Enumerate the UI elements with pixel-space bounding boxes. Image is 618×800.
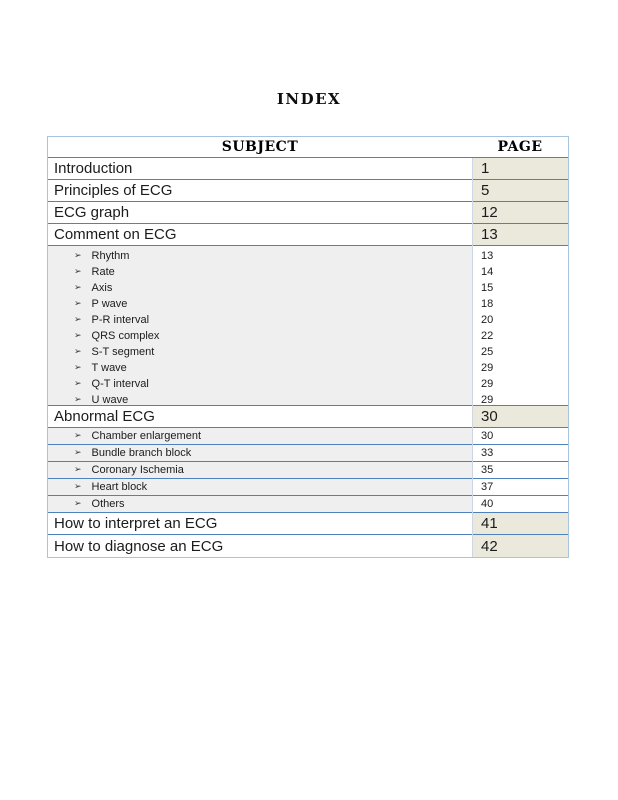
subject-cell xyxy=(48,428,472,444)
index-table xyxy=(47,136,569,558)
arrow-bullet-icon: ➢ xyxy=(74,447,82,458)
sub-item-row xyxy=(48,264,472,280)
subject-cell: How to diagnose an ECG xyxy=(54,537,224,555)
arrow-bullet-icon: ➢ xyxy=(74,282,82,293)
arrow-bullet-icon: ➢ xyxy=(74,314,82,325)
sub-item-page: 29 xyxy=(481,362,494,374)
arrow-bullet-icon: ➢ xyxy=(74,266,82,277)
arrow-bullet-icon: ➢ xyxy=(74,346,82,357)
subject-cell: Comment on ECG xyxy=(54,226,177,243)
subject-column-header: SUBJECT xyxy=(221,139,299,155)
page-cell: 30 xyxy=(472,406,568,427)
table-row xyxy=(48,224,568,246)
arrow-bullet-icon: ➢ xyxy=(74,430,82,441)
arrow-bullet-icon: ➢ xyxy=(74,378,82,389)
sub-item-page: 14 xyxy=(481,266,494,278)
sub-items-page-block xyxy=(472,246,568,405)
sub-item-row xyxy=(48,376,472,392)
sub-item-page: 20 xyxy=(481,314,494,326)
sub-item-label: P-R interval xyxy=(91,314,150,326)
page-title: INDEX xyxy=(276,90,342,108)
sub-item-page: 29 xyxy=(481,378,494,390)
sub-item-label: Heart block xyxy=(91,481,148,493)
arrow-bullet-icon: ➢ xyxy=(74,362,82,373)
sub-item-row xyxy=(48,344,472,360)
page-cell: 40 xyxy=(472,496,568,512)
sub-item-label: Q-T interval xyxy=(91,378,149,390)
sub-item-label: Rhythm xyxy=(91,250,130,262)
arrow-bullet-icon: ➢ xyxy=(74,498,82,509)
sub-item-row xyxy=(48,248,472,264)
sub-item-label: S-T segment xyxy=(91,346,155,358)
sub-item-row xyxy=(48,312,472,328)
table-row xyxy=(48,513,568,535)
page-cell: 1 xyxy=(472,158,568,179)
table-row xyxy=(48,462,568,479)
sub-item-label: T wave xyxy=(91,362,127,374)
sub-item-label: Axis xyxy=(91,282,113,294)
arrow-bullet-icon: ➢ xyxy=(74,298,82,309)
page-cell: 42 xyxy=(472,535,568,557)
sub-item-label: Bundle branch block xyxy=(91,447,192,459)
arrow-bullet-icon: ➢ xyxy=(74,481,82,492)
table-body xyxy=(48,158,568,557)
sub-item-page: 22 xyxy=(481,330,494,342)
subject-cell xyxy=(48,479,472,495)
sub-item-page: 13 xyxy=(481,250,494,262)
sub-item-row xyxy=(48,296,472,312)
sub-item-page: 18 xyxy=(481,298,494,310)
table-row xyxy=(48,445,568,462)
page-cell: 13 xyxy=(472,224,568,245)
page-cell: 37 xyxy=(472,479,568,495)
table-row xyxy=(48,496,568,513)
arrow-bullet-icon: ➢ xyxy=(74,330,82,341)
sub-item-row xyxy=(48,280,472,296)
table-row xyxy=(48,202,568,224)
arrow-bullet-icon: ➢ xyxy=(74,464,82,475)
sub-item-page: 29 xyxy=(481,394,494,406)
page-cell: 41 xyxy=(472,513,568,534)
arrow-bullet-icon: ➢ xyxy=(74,394,82,405)
table-header-row xyxy=(48,137,568,158)
page-cell: 12 xyxy=(472,202,568,223)
sub-items-subject-block xyxy=(48,246,472,405)
sub-items-group xyxy=(48,246,568,406)
sub-item-page: 25 xyxy=(481,346,494,358)
subject-cell: How to interpret an ECG xyxy=(54,515,218,532)
page-column-header: PAGE xyxy=(497,139,543,155)
page-cell: 5 xyxy=(472,180,568,201)
sub-item-label: U wave xyxy=(91,394,129,406)
sub-item-label: Others xyxy=(91,498,125,510)
page-cell: 35 xyxy=(472,462,568,478)
sub-item-page: 15 xyxy=(481,282,494,294)
table-row xyxy=(48,428,568,445)
subject-cell xyxy=(48,445,472,461)
page-cell: 30 xyxy=(472,428,568,444)
table-row xyxy=(48,158,568,180)
subject-cell xyxy=(48,496,472,512)
sub-item-label: Chamber enlargement xyxy=(91,430,201,442)
sub-item-label: P wave xyxy=(91,298,128,310)
subject-cell xyxy=(48,462,472,478)
subject-cell: Introduction xyxy=(54,160,133,177)
table-row xyxy=(48,535,568,557)
table-row xyxy=(48,406,568,428)
sub-item-label: Coronary Ischemia xyxy=(91,464,184,476)
sub-item-label: Rate xyxy=(91,266,115,278)
table-row xyxy=(48,180,568,202)
arrow-bullet-icon: ➢ xyxy=(74,250,82,261)
sub-item-row xyxy=(48,360,472,376)
subject-cell: Principles of ECG xyxy=(54,182,173,199)
page-cell: 33 xyxy=(472,445,568,461)
subject-cell: ECG graph xyxy=(54,204,130,221)
sub-item-label: QRS complex xyxy=(91,330,160,342)
table-row xyxy=(48,479,568,496)
sub-item-row xyxy=(48,328,472,344)
subject-cell: Abnormal ECG xyxy=(54,408,155,425)
